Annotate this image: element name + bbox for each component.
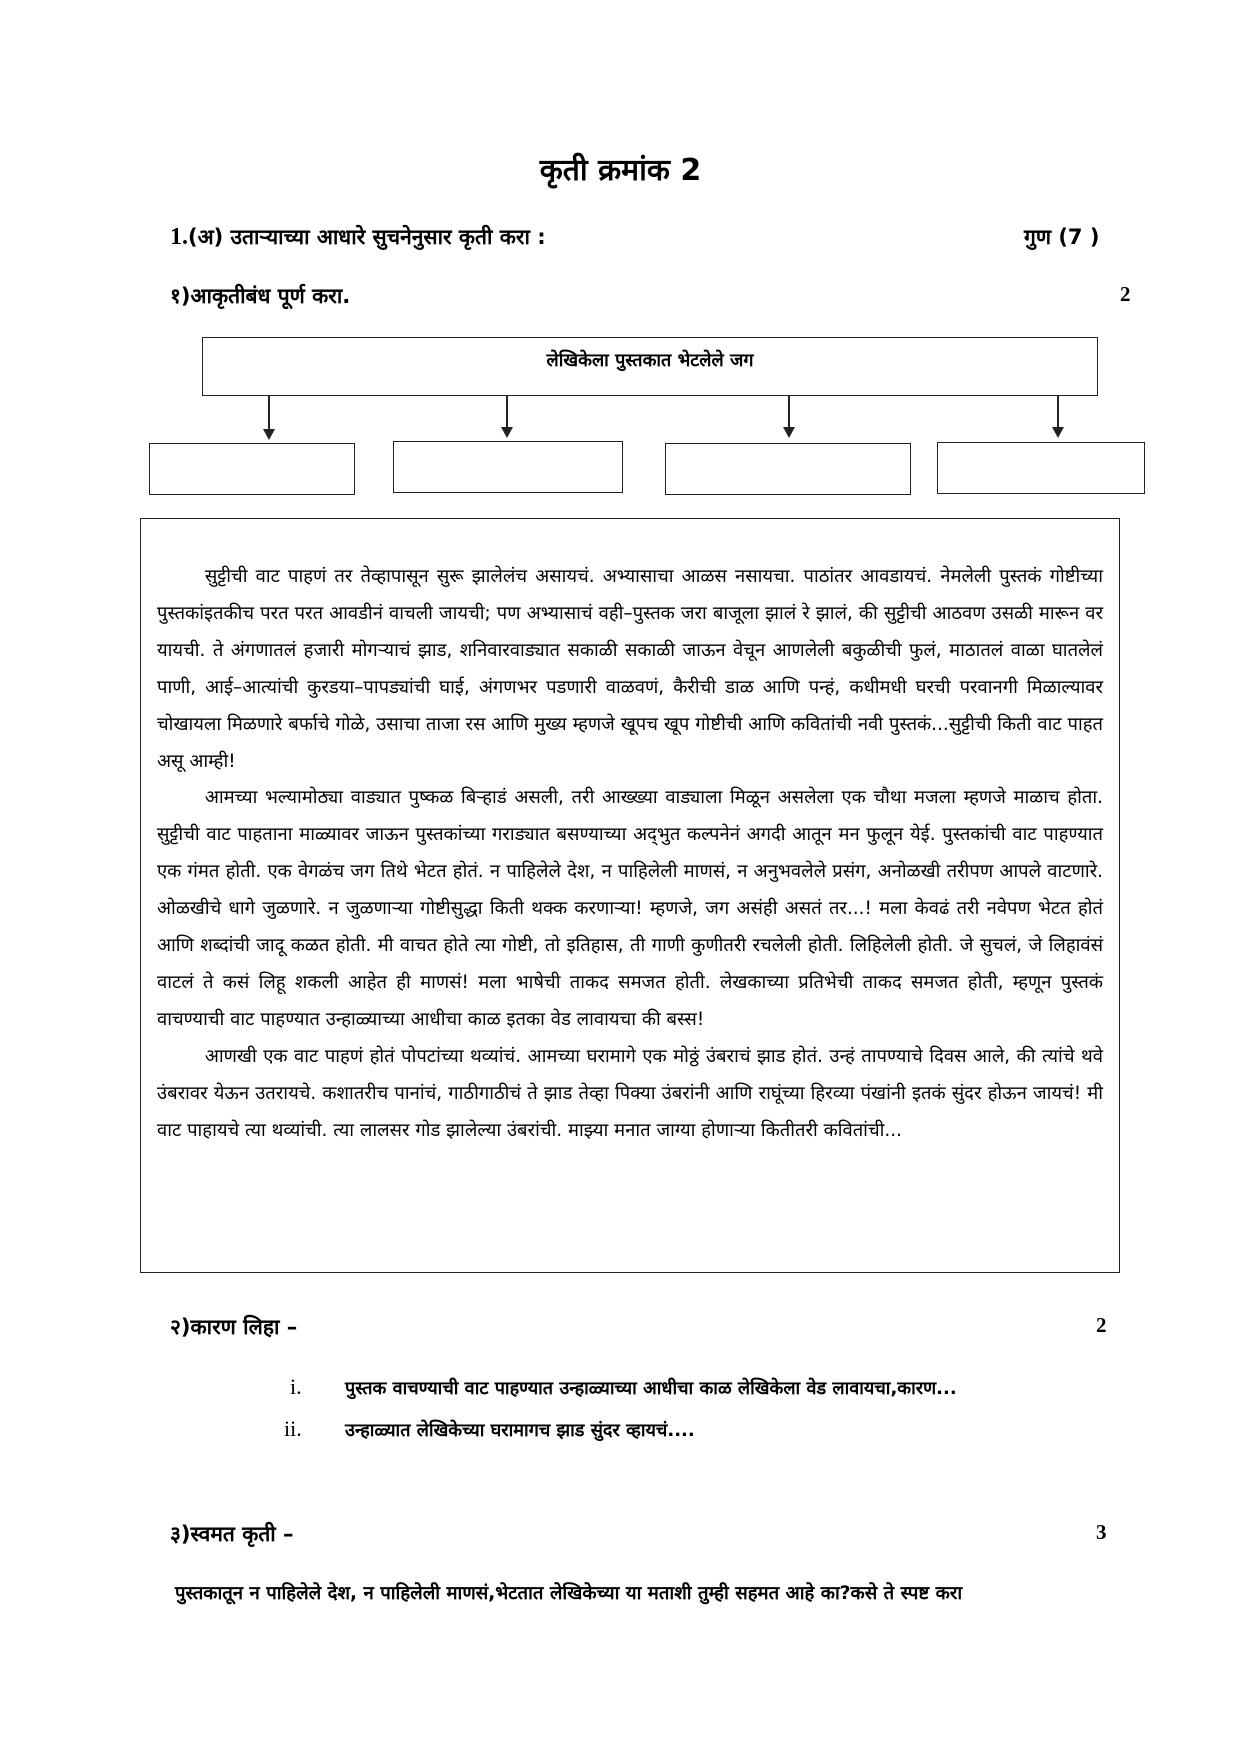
arrow-4-head-icon xyxy=(1052,427,1064,438)
reason-item-2-text: उन्हाळ्यात लेखिकेच्या घरामागच झाड सुंदर व्हायचं.... xyxy=(345,1420,695,1441)
sub-question-3-label: ३)स्वमत कृती – xyxy=(170,1522,294,1546)
concept-map-central-text: लेखिकेला पुस्तकात भेटलेले जग xyxy=(546,350,754,371)
passage-paragraph-3: आणखी एक वाट पाहणं होतं पोपटांच्या थव्यांचं. आमच्या घरामागे एक मोठ्ठं उंबराचं झाड होतं. उन्हं तापण्याचे दिवस आले, की त्यांचे थवे उंबरावर येऊन उतरायचे. कशातरीच पानांचं, गाठीगाठीचं ते झाड तेव्हा पिक्या उंबरांनी आणि राघूंच्या हिरव्या पंखांनी इतकं सुंदर होऊन जायचं! मी वाट पाहायचे त्या थव्यांची. त्या लालसर गोड झालेल्या उंबरांची. माझ्या मनात जाग्या होणाऱ्या कितीतरी कवितांची... xyxy=(157,1045,1103,1141)
passage-paragraph-2: आमच्या भल्यामोठ्या वाड्यात पुष्कळ बिऱ्हाडं असली, तरी आख्ख्या वाड्याला मिळून असलेला एक चौथा मजला म्हणजे माळाच होता. सुट्टीची वाट पाहताना माळ्यावर जाऊन पुस्तकांच्या गराड्यात बसण्याच्या अद्‌भुत कल्पनेनं अगदी आतून मन फुलून येई. पुस्तकांची वाट पाहण्यात एक गंमत होती. एक वेगळंच जग तिथे भेटत होतं. न पाहिलेले देश, न पाहिलेली माणसं, न अनुभवलेले प्रसंग, अनोळखी तरीपण आपले वाटणारे. ओळखीचे धागे जुळणारे. न जुळणाऱ्या गोष्टीसुद्धा किती थक्क करणाऱ्या! म्हणजे, जग असंही असतं तर...! मला केवढं तरी नवेपण भेटत होतं आणि शब्दांची जादू कळत होती. मी वाचत होते त्या गोष्टी, तो इतिहास, ती गाणी कुणीतरी रचलेली होती. लिहिलेली होती. जे सुचलं, जे लिहावंसं वाटलं ते कसं लिहू शकली आहेत ही माणसं! मला भाषेची ताकद समजत होती. लेखकाच्या प्रतिभेची ताकद समजत होती, म्हणून पुस्तकं वाचण्याची वाट पाहण्यात उन्हाळ्याच्या आधीचा काळ इतका वेड लावायचा की बस्स! xyxy=(157,787,1103,1030)
reason-item-1-numeral: i. xyxy=(290,1374,302,1399)
question-instruction: (अ) उताऱ्याच्या आधारे सुचनेनुसार कृती करा : xyxy=(188,225,546,249)
arrow-3-line xyxy=(788,396,790,427)
question-number: 1. xyxy=(170,224,188,250)
arrow-2-line xyxy=(506,396,508,427)
arrow-3-head-icon xyxy=(783,427,795,438)
answer-box-2[interactable] xyxy=(393,441,623,493)
reading-passage xyxy=(140,518,1120,1273)
passage-paragraph-1: सुट्टीची वाट पाहणं तर तेव्हापासून सुरू झालेलंच असायचं. अभ्यासाचा आळस नसायचा. पाठांतर आवडायचं. नेमलेली पुस्तकं गोष्टीच्या पुस्तकांइतकीच परत परत आवडीनं वाचली जायची; पण अभ्यासाचं वही–पुस्तक जरा बाजूला झालं रे झालं, की सुट्टीची आठवण उसळी मारून वर यायची. ते अंगणातलं हजारी मोगऱ्याचं झाड, शनिवारवाड्यात सकाळी सकाळी जाऊन वेचून आणलेली बकुळीची फुलं, माठातलं वाळा घातलेलं पाणी, आई–आत्यांची कुरडया–पापड्यांची घाई, अंगणभर पडणारी वाळवणं, कैरीची डाळ आणि पन्हं, कधीमधी घरची परवानगी मिळाल्यावर चोखायला मिळणारे बर्फाचे गोळे, उसाचा ताजा रस आणि मुख्य म्हणजे खूपच खूप गोष्टीची आणि कवितांची नवी पुस्तकं...सुट्टीची किती वाट पाहत असू आम्ही! xyxy=(157,566,1103,772)
reason-item-2-numeral: ii. xyxy=(284,1416,302,1441)
sub-question-2-marks: 2 xyxy=(1096,1313,1107,1337)
arrow-4-line xyxy=(1057,396,1059,427)
opinion-question-text: पुस्तकातून न पाहिलेले देश, न पाहिलेली माणसं,भेटतात लेखिकेच्या या मताशी तुम्ही सहमत आहे का?कसे ते स्पष्ट करा xyxy=(175,1583,963,1604)
question-1-marks: गुण (7 ) xyxy=(1024,225,1100,249)
question-1-heading xyxy=(170,223,546,251)
sub-question-1-marks: 2 xyxy=(1120,282,1131,306)
concept-map-central-box xyxy=(202,337,1098,396)
arrow-1-line xyxy=(268,396,270,429)
sub-question-2-label: २)कारण लिहा – xyxy=(170,1315,298,1339)
arrow-2-head-icon xyxy=(501,427,513,438)
arrow-1-head-icon xyxy=(263,429,275,440)
page-title: कृती क्रमांक 2 xyxy=(539,153,702,188)
reason-item-1-text: पुस्तक वाचण्याची वाट पाहण्यात उन्हाळ्याच्या आधीचा काळ लेखिकेला वेड लावायचा,कारण... xyxy=(345,1378,957,1399)
sub-question-3-marks: 3 xyxy=(1096,1520,1107,1544)
sub-question-1-label: १)आकृतीबंध पूर्ण करा. xyxy=(170,284,351,308)
answer-box-3[interactable] xyxy=(665,443,911,495)
answer-box-4[interactable] xyxy=(937,442,1145,494)
answer-box-1[interactable] xyxy=(149,443,355,495)
